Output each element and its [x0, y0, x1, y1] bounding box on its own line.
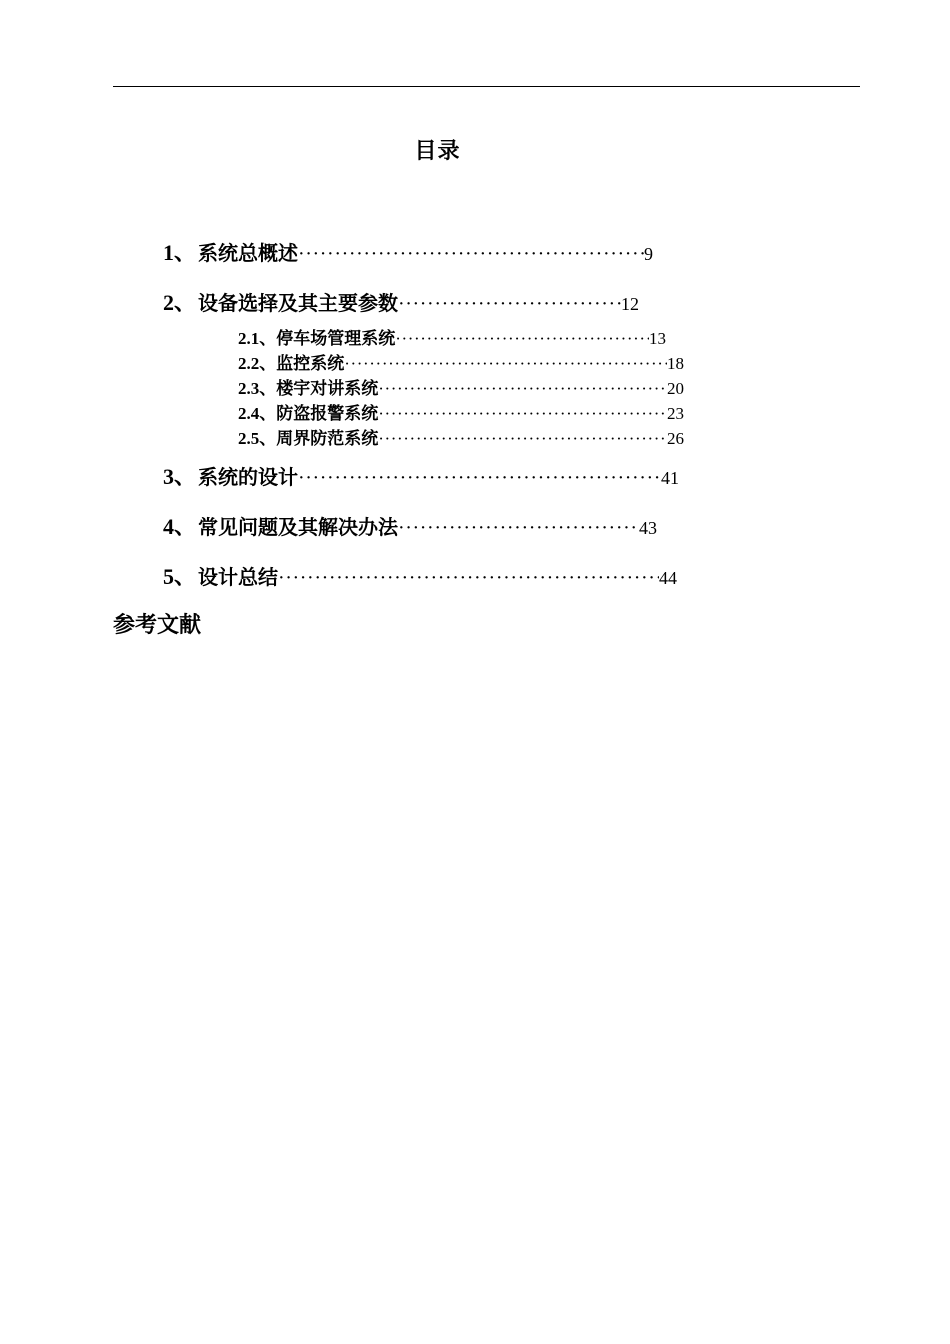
- toc-entry-label: 设备选择及其主要参数: [198, 293, 399, 315]
- toc-entry-5[interactable]: [163, 560, 677, 590]
- toc-entry-page: 9: [644, 244, 653, 264]
- toc-entry-2-3[interactable]: [238, 374, 684, 398]
- toc-leader-dots: [398, 293, 621, 316]
- toc-entry-label: 停车场管理系统: [276, 329, 396, 348]
- toc-entry-page: 43: [639, 518, 657, 538]
- toc-entry-page: 44: [659, 568, 677, 588]
- toc-entry-page: 26: [667, 429, 684, 448]
- toc-entry-label: 系统总概述: [198, 243, 299, 265]
- toc-entry-label: 系统的设计: [198, 467, 299, 489]
- toc-entry-label: 常见问题及其解决办法: [198, 517, 399, 539]
- toc-entry-number: 2.2、: [238, 354, 277, 373]
- toc-entry-4[interactable]: [163, 510, 657, 540]
- toc-entry-1[interactable]: [163, 236, 653, 266]
- toc-entry-label: 设计总结: [198, 567, 279, 589]
- toc-entry-page: 20: [667, 379, 684, 398]
- toc-entry-label: 防盗报警系统: [276, 404, 379, 423]
- toc-entry-number: 3、: [163, 464, 197, 489]
- toc-leader-dots: [398, 517, 639, 540]
- toc-leader-dots: [378, 404, 667, 423]
- toc-leader-dots: [298, 243, 644, 266]
- toc-entry-number: 2.4、: [238, 404, 277, 423]
- toc-entry-2-5[interactable]: [238, 424, 684, 448]
- toc-entry-number: 4、: [163, 514, 197, 539]
- toc-leader-dots: [378, 379, 667, 398]
- toc-entry-2-4[interactable]: [238, 399, 684, 423]
- toc-entry-page: 12: [621, 294, 639, 314]
- toc-entry-page: 23: [667, 404, 684, 423]
- toc-entry-number: 5、: [163, 564, 197, 589]
- toc-leader-dots: [395, 329, 649, 348]
- toc-entry-number: 2.3、: [238, 379, 277, 398]
- toc-entry-number: 2.5、: [238, 429, 277, 448]
- toc-title: 目录: [414, 138, 461, 163]
- toc-entry-page: 18: [667, 354, 684, 373]
- toc-entry-2-1[interactable]: [238, 324, 666, 348]
- references-heading: 参考文献: [113, 612, 202, 637]
- toc-entry-label: 周界防范系统: [276, 429, 379, 448]
- toc-leader-dots: [298, 467, 661, 490]
- toc-entry-3[interactable]: [163, 460, 679, 490]
- toc-leader-dots: [278, 567, 659, 590]
- toc-entry-page: 13: [649, 329, 666, 348]
- toc-entry-2[interactable]: [163, 286, 639, 316]
- toc-entry-2-2[interactable]: [238, 349, 684, 373]
- toc-entry-label: 监控系统: [276, 354, 345, 373]
- toc-entry-page: 41: [661, 468, 679, 488]
- toc-entry-number: 2.1、: [238, 329, 277, 348]
- toc-entry-label: 楼宇对讲系统: [276, 379, 379, 398]
- toc-entry-number: 2、: [163, 290, 197, 315]
- toc-entry-number: 1、: [163, 240, 197, 265]
- header-rule: [113, 86, 860, 87]
- toc-leader-dots: [344, 354, 667, 373]
- toc-leader-dots: [378, 429, 667, 448]
